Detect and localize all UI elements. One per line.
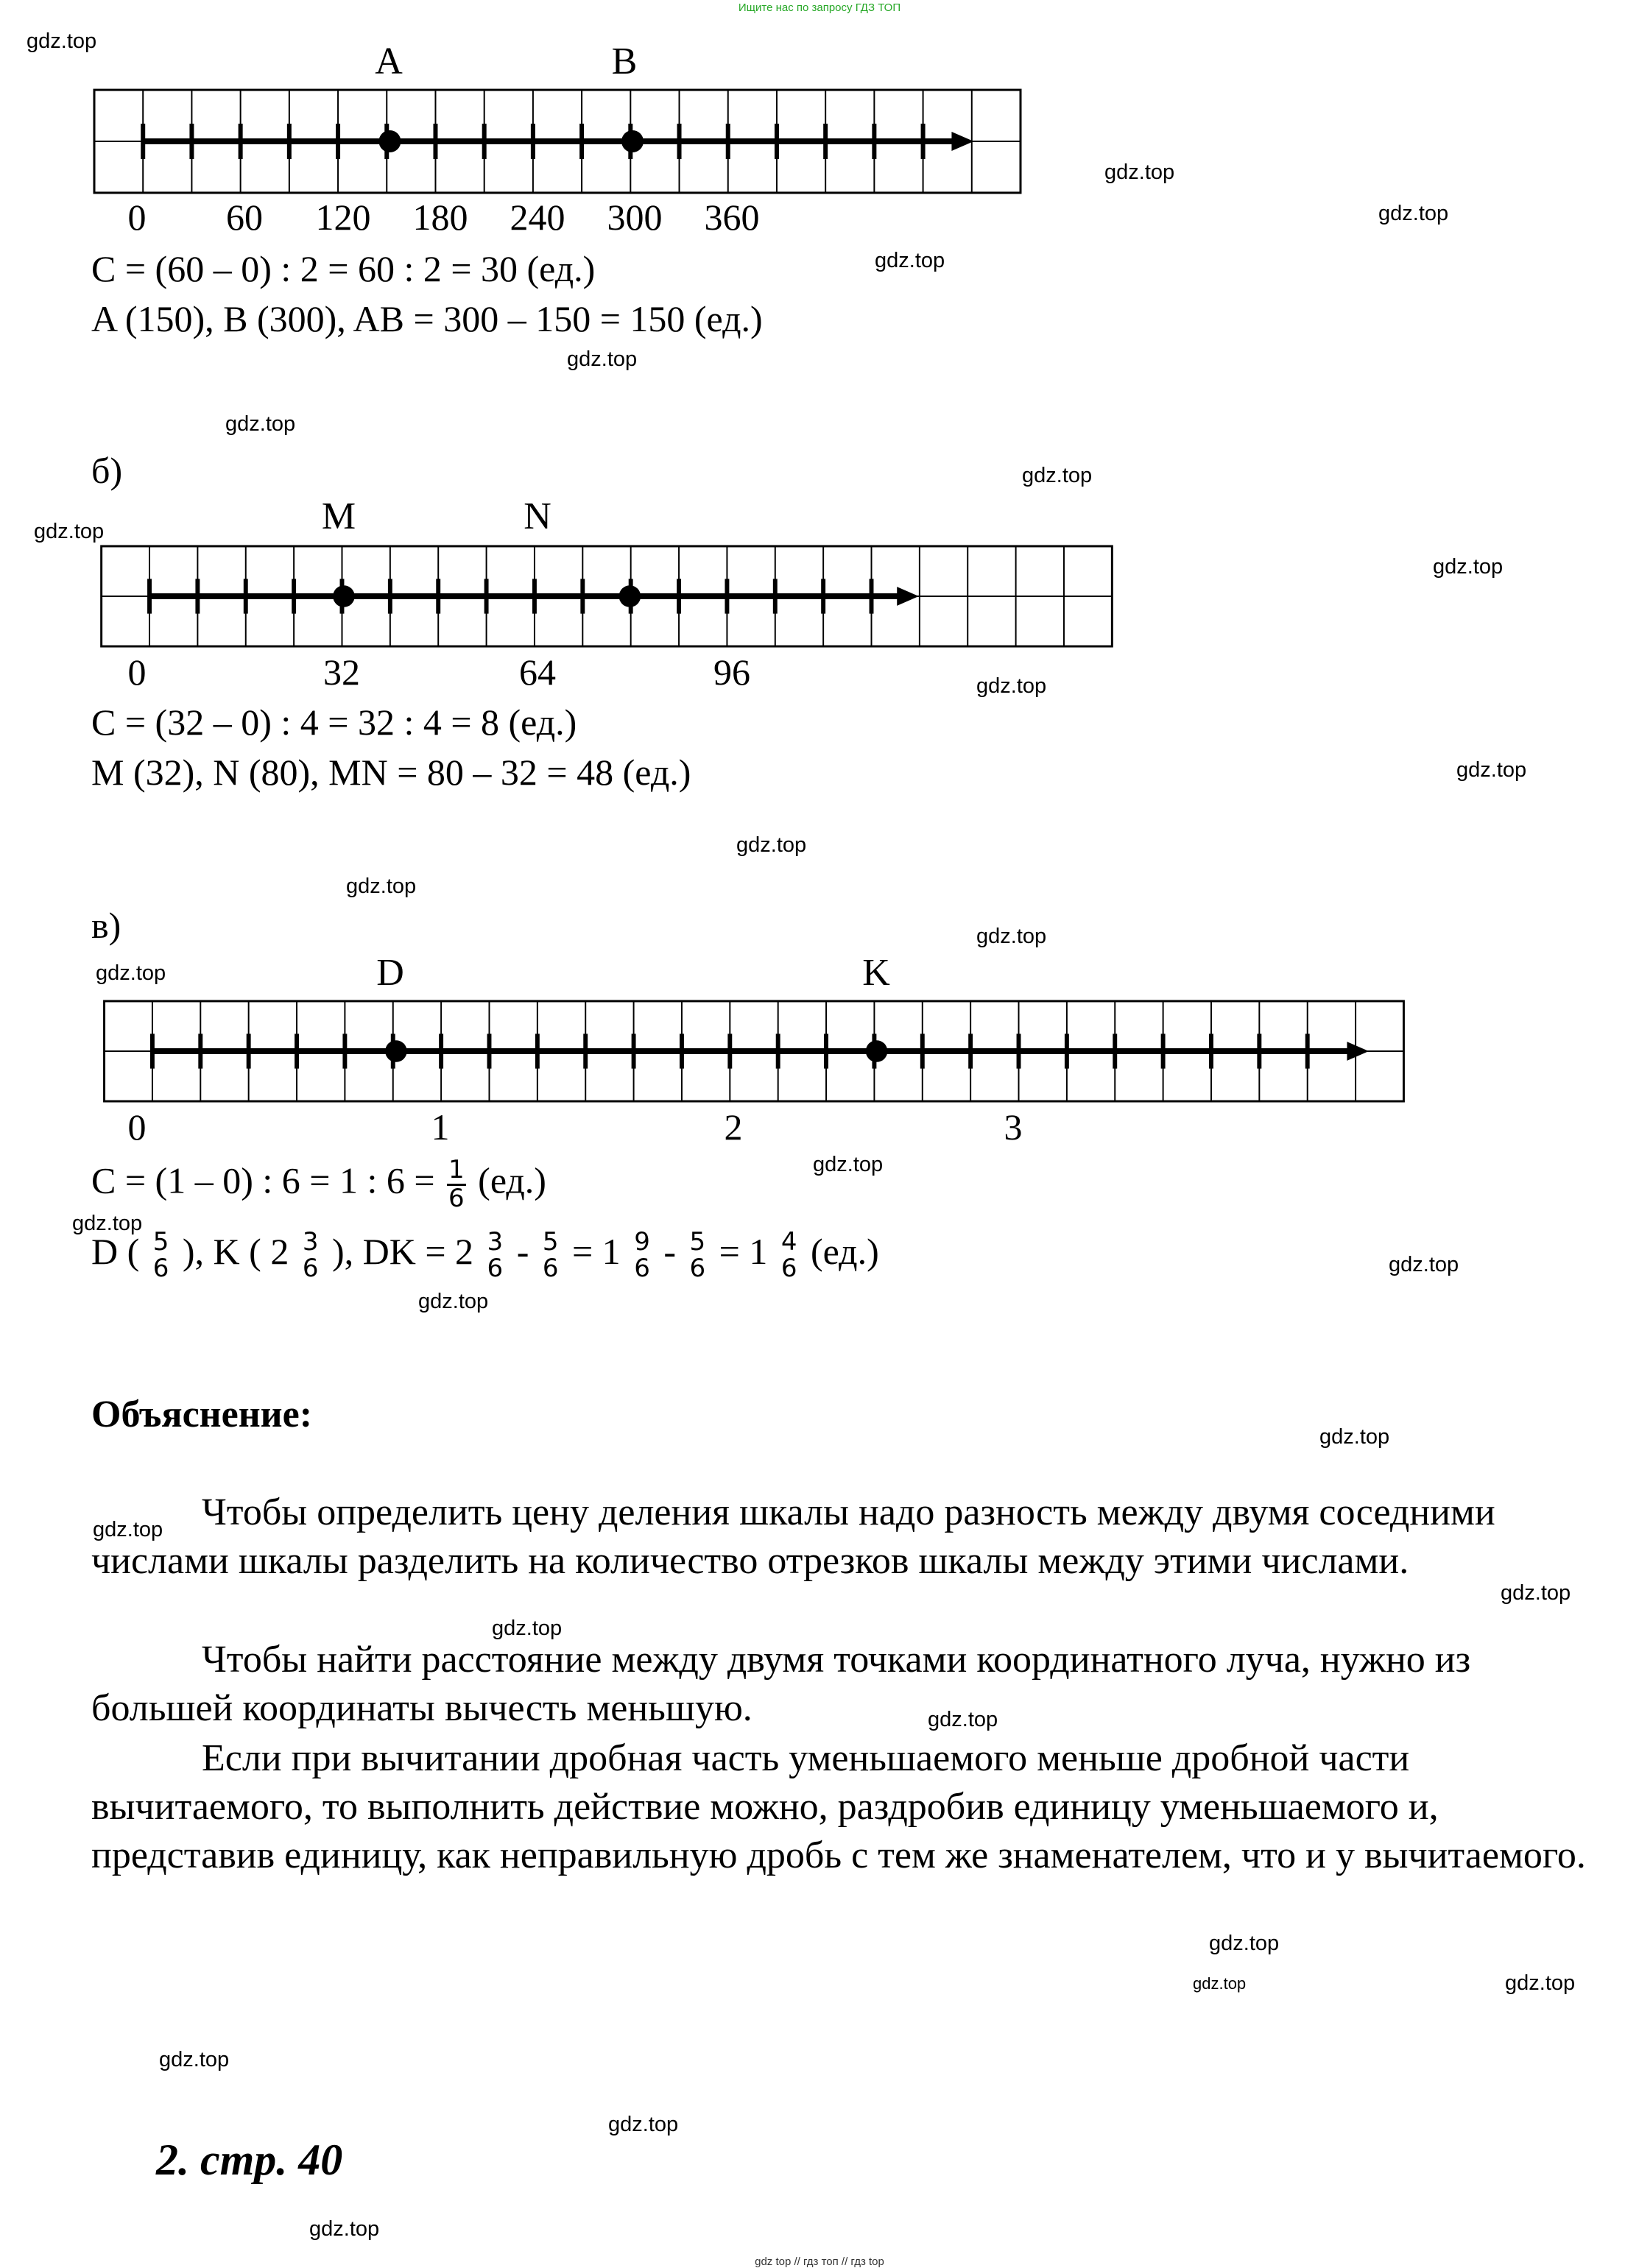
ray-point [378, 130, 401, 152]
next-task-heading: 2. стр. 40 [156, 2135, 343, 2184]
fraction [688, 1229, 707, 1282]
watermark: gdz.top [1433, 555, 1504, 579]
grid-group [105, 1001, 1404, 1101]
tick-label: 120 [315, 197, 371, 238]
calc-line: A (150), B (300), AB = 300 – 150 = 150 (ед.) [91, 298, 763, 339]
bottom-banner: gdz top // гдз топ // гдз top [755, 2255, 884, 2268]
watermark: gdz.top [1104, 160, 1175, 184]
calc-line: M (32), N (80), MN = 80 – 32 = 48 (ед.) [91, 752, 691, 793]
calc-line: C = (32 – 0) : 4 = 32 : 4 = 8 (ед.) [91, 702, 577, 743]
tick-label: 360 [704, 197, 760, 238]
denominator: 6 [780, 1253, 797, 1283]
numerator: 3 [487, 1227, 504, 1257]
watermark: gdz.top [309, 2217, 380, 2241]
numerator: 9 [634, 1227, 650, 1257]
fraction [152, 1229, 171, 1282]
coordinate-ray-grid-c [93, 1000, 1415, 1103]
point-label-d: D [376, 952, 404, 994]
fraction [780, 1229, 799, 1282]
tick-label: 3 [1004, 1106, 1023, 1148]
coordinate-ray-grid-b [93, 545, 1121, 648]
watermark: gdz.top [976, 674, 1047, 698]
calc-line-c2 [91, 1229, 879, 1282]
fraction [486, 1229, 505, 1282]
watermark: gdz.top [1319, 1425, 1390, 1449]
calc-text: = 1 [571, 1231, 621, 1273]
denominator: 6 [634, 1253, 650, 1283]
tick-label: 1 [431, 1106, 450, 1148]
watermark: gdz.top [1378, 202, 1449, 225]
watermark: gdz.top [1505, 1971, 1576, 1995]
tick-label: 32 [323, 651, 360, 693]
fraction [447, 1157, 466, 1212]
watermark: gdz.top [159, 2048, 230, 2071]
watermark: gdz.top [418, 1290, 489, 1313]
watermark: gdz.top [1193, 1974, 1247, 1993]
tick-label: 0 [127, 651, 147, 693]
ray-point [621, 130, 644, 152]
minus-sign: - [516, 1231, 529, 1273]
calc-text: D ( [91, 1231, 140, 1273]
fraction [541, 1229, 560, 1282]
explanation-heading: Объяснение: [91, 1393, 313, 1435]
watermark: gdz.top [492, 1617, 563, 1640]
watermark: gdz.top [875, 249, 945, 272]
watermark: gdz.top [1209, 1932, 1280, 1955]
ray-point [619, 585, 641, 607]
watermark: gdz.top [225, 412, 296, 436]
calc-text: C = (1 – 0) : 6 = 1 : 6 = [91, 1159, 435, 1201]
denominator: 6 [487, 1253, 504, 1283]
tick-label: 300 [607, 197, 663, 238]
part-marker-b: б) [91, 450, 123, 491]
minus-sign: - [663, 1231, 676, 1273]
ray-point [866, 1040, 888, 1062]
watermark: gdz.top [346, 875, 417, 898]
tick-label: 0 [127, 1106, 147, 1148]
watermark: gdz.top [608, 2113, 679, 2136]
numerator: 5 [689, 1227, 706, 1257]
numerator: 5 [152, 1227, 169, 1257]
calc-line: C = (60 – 0) : 2 = 60 : 2 = 30 (ед.) [91, 248, 596, 289]
ray-arrow-icon [897, 587, 919, 606]
numerator: 1 [448, 1155, 465, 1184]
grid-group [94, 90, 1021, 193]
tick-label: 60 [226, 197, 263, 238]
calc-text: ), K ( 2 [182, 1231, 289, 1273]
watermark: gdz.top [567, 347, 638, 371]
grid-group [102, 546, 1113, 646]
point-label-a: A [375, 40, 403, 82]
fraction [632, 1229, 652, 1282]
numerator: 3 [302, 1227, 319, 1257]
part-marker-c: в) [91, 905, 121, 946]
denominator: 6 [448, 1183, 465, 1213]
watermark: gdz.top [27, 29, 97, 53]
denominator: 6 [152, 1253, 169, 1283]
watermark: gdz.top [736, 833, 807, 857]
numerator: 4 [780, 1227, 797, 1257]
calc-line-c1 [91, 1157, 546, 1212]
tick-label: 0 [127, 197, 147, 238]
point-label-m: M [321, 495, 356, 537]
ray-arrow-icon [1347, 1042, 1369, 1061]
calc-text: = 1 [719, 1231, 768, 1273]
ray-point [385, 1040, 407, 1062]
watermark: gdz.top [1501, 1581, 1571, 1605]
watermark: gdz.top [1456, 758, 1527, 782]
top-banner: Ищите нас по запросу ГДЗ ТОП [738, 1, 901, 14]
explanation-paragraph-2: Чтобы найти расстояние между двумя точками координатного луча, нужно из большей координаты вычесть меньшую. [91, 1639, 1471, 1729]
tick-label: 64 [519, 651, 556, 693]
tick-label: 2 [724, 1106, 743, 1148]
watermark: gdz.top [34, 520, 105, 543]
point-label-k: K [862, 952, 890, 994]
tick-label: 180 [412, 197, 468, 238]
tick-label: 240 [510, 197, 565, 238]
ray-arrow-icon [951, 132, 973, 151]
denominator: 6 [302, 1253, 319, 1283]
point-label-n: N [524, 495, 551, 537]
watermark: gdz.top [813, 1153, 884, 1176]
calc-text: (ед.) [478, 1159, 546, 1201]
calc-text: ), DK = 2 [331, 1231, 474, 1273]
explanation-paragraph-1: Чтобы определить цену деления шкалы надо разность между двумя соседними числами шкалы разделить на количество отрезков шкалы между этими числами. [91, 1491, 1495, 1582]
fraction [301, 1229, 320, 1282]
watermark: gdz.top [93, 1518, 163, 1541]
watermark: gdz.top [1389, 1253, 1459, 1276]
numerator: 5 [542, 1227, 559, 1257]
watermark: gdz.top [928, 1708, 998, 1731]
denominator: 6 [689, 1253, 706, 1283]
watermark: gdz.top [72, 1212, 143, 1235]
denominator: 6 [542, 1253, 559, 1283]
watermark: gdz.top [1022, 464, 1093, 487]
explanation-paragraph-3: Если при вычитании дробная часть уменьшаемого меньше дробной части вычитаемого, то выполнить действие можно, раздробив единицу уменьшаемого и, представив единицу, как неправильную дробь с тем же знаменателем, что и у вычитаемого. [91, 1737, 1586, 1876]
tick-label: 96 [713, 651, 750, 693]
point-label-b: B [611, 40, 638, 82]
watermark: gdz.top [96, 961, 166, 985]
watermark: gdz.top [976, 925, 1047, 948]
ray-point [333, 585, 355, 607]
calc-text: (ед.) [810, 1231, 879, 1273]
coordinate-ray-grid-a [93, 88, 1022, 194]
